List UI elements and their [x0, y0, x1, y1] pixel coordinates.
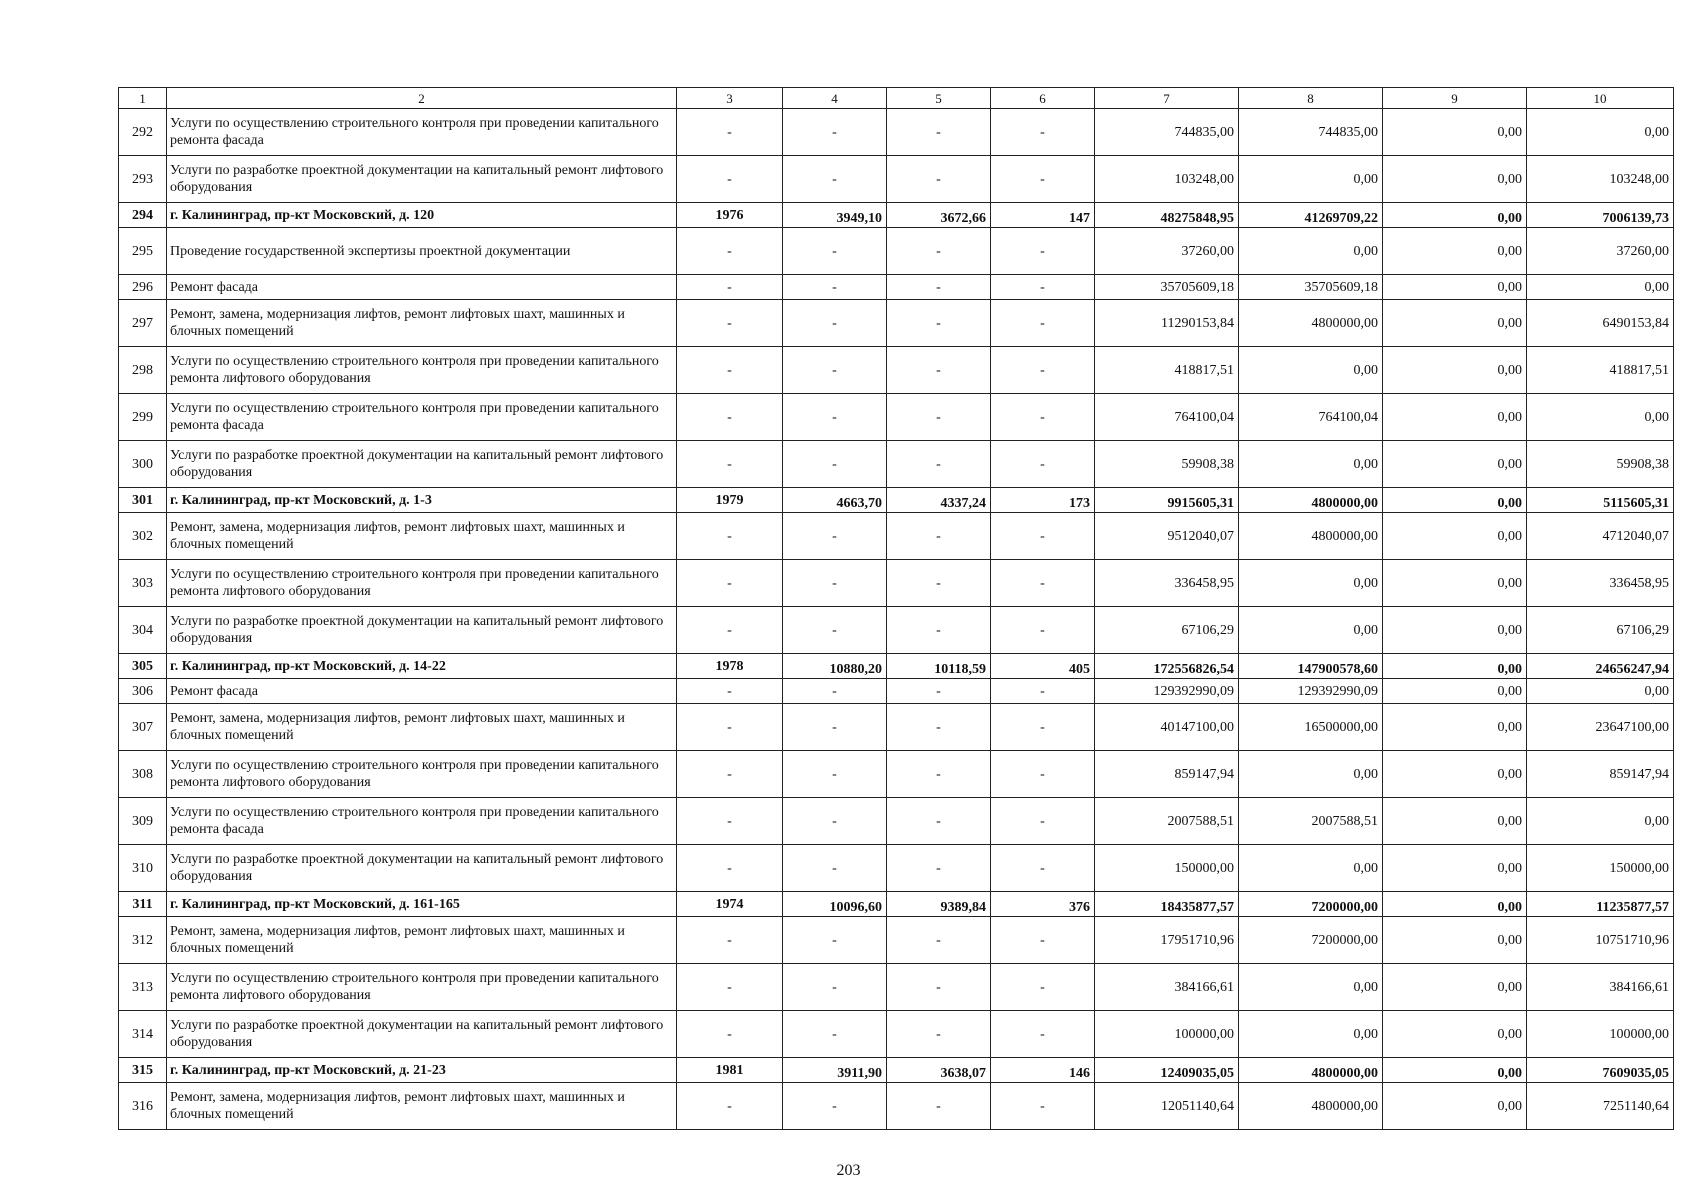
- value-cell-col8: 4800000,00: [1239, 1058, 1383, 1083]
- table-row-address: [119, 654, 1674, 679]
- value-cell-col6: 147: [991, 203, 1095, 228]
- value-cell-col10: 0,00: [1527, 275, 1674, 300]
- value-cell-col8: 2007588,51: [1239, 798, 1383, 845]
- value-cell-col7: 103248,00: [1095, 156, 1239, 203]
- value-cell-col8: 0,00: [1239, 751, 1383, 798]
- page-number: 203: [836, 1162, 861, 1179]
- value-cell-col9: 0,00: [1383, 488, 1527, 513]
- value-cell-col4: -: [783, 275, 887, 300]
- work-name-cell: Ремонт фасада: [167, 679, 677, 704]
- table-row: [119, 751, 1674, 798]
- value-cell-col4: -: [783, 560, 887, 607]
- table-row: [119, 704, 1674, 751]
- value-cell-col4: -: [783, 607, 887, 654]
- work-name-cell: Ремонт, замена, модернизация лифтов, ремонт лифтовых шахт, машинных и блочных помещений: [167, 513, 677, 560]
- table-row: [119, 560, 1674, 607]
- value-cell-col5: -: [887, 275, 991, 300]
- value-cell-col6: 173: [991, 488, 1095, 513]
- value-cell-col10: 0,00: [1527, 679, 1674, 704]
- header-cell: 4: [783, 88, 887, 109]
- value-cell-col9: 0,00: [1383, 1083, 1527, 1130]
- work-name-cell: Услуги по осуществлению строительного контроля при проведении капитального ремонта фасада: [167, 394, 677, 441]
- value-cell-col10: 24656247,94: [1527, 654, 1674, 679]
- document-sheet: [118, 87, 1674, 1130]
- value-cell-col5: -: [887, 1011, 991, 1058]
- value-cell-col3: -: [677, 275, 783, 300]
- row-number-cell: 312: [119, 917, 167, 964]
- value-cell-col7: 59908,38: [1095, 441, 1239, 488]
- value-cell-col3: -: [677, 1083, 783, 1130]
- header-cell: 9: [1383, 88, 1527, 109]
- value-cell-col6: -: [991, 560, 1095, 607]
- value-cell-col8: 0,00: [1239, 156, 1383, 203]
- value-cell-col7: 129392990,09: [1095, 679, 1239, 704]
- header-cell: 10: [1527, 88, 1674, 109]
- value-cell-col5: -: [887, 964, 991, 1011]
- value-cell-col3: 1976: [677, 203, 783, 228]
- row-number-cell: 313: [119, 964, 167, 1011]
- value-cell-col3: -: [677, 798, 783, 845]
- value-cell-col3: -: [677, 1011, 783, 1058]
- value-cell-col10: 103248,00: [1527, 156, 1674, 203]
- value-cell-col5: -: [887, 394, 991, 441]
- value-cell-col10: 10751710,96: [1527, 917, 1674, 964]
- value-cell-col3: -: [677, 679, 783, 704]
- value-cell-col6: -: [991, 109, 1095, 156]
- value-cell-col3: -: [677, 845, 783, 892]
- value-cell-col3: -: [677, 441, 783, 488]
- work-name-cell: Услуги по осуществлению строительного контроля при проведении капитального ремонта фасада: [167, 109, 677, 156]
- value-cell-col4: -: [783, 156, 887, 203]
- value-cell-col4: 10880,20: [783, 654, 887, 679]
- value-cell-col4: -: [783, 300, 887, 347]
- value-cell-col8: 7200000,00: [1239, 917, 1383, 964]
- row-number-cell: 308: [119, 751, 167, 798]
- row-number-cell: 307: [119, 704, 167, 751]
- value-cell-col5: 9389,84: [887, 892, 991, 917]
- value-cell-col3: -: [677, 109, 783, 156]
- work-name-cell: г. Калининград, пр-кт Московский, д. 21-23: [167, 1058, 677, 1083]
- value-cell-col7: 48275848,95: [1095, 203, 1239, 228]
- row-number-cell: 295: [119, 228, 167, 275]
- work-name-cell: Ремонт, замена, модернизация лифтов, ремонт лифтовых шахт, машинных и блочных помещений: [167, 704, 677, 751]
- value-cell-col10: 11235877,57: [1527, 892, 1674, 917]
- value-cell-col6: -: [991, 845, 1095, 892]
- row-number-cell: 302: [119, 513, 167, 560]
- value-cell-col5: -: [887, 156, 991, 203]
- value-cell-col10: 0,00: [1527, 109, 1674, 156]
- value-cell-col3: -: [677, 560, 783, 607]
- value-cell-col4: -: [783, 1083, 887, 1130]
- value-cell-col9: 0,00: [1383, 109, 1527, 156]
- work-name-cell: Услуги по разработке проектной документации на капитальный ремонт лифтового оборудования: [167, 441, 677, 488]
- value-cell-col3: -: [677, 156, 783, 203]
- value-cell-col5: -: [887, 1083, 991, 1130]
- value-cell-col5: -: [887, 704, 991, 751]
- value-cell-col7: 336458,95: [1095, 560, 1239, 607]
- value-cell-col7: 2007588,51: [1095, 798, 1239, 845]
- value-cell-col3: -: [677, 228, 783, 275]
- header-cell: 6: [991, 88, 1095, 109]
- value-cell-col5: -: [887, 917, 991, 964]
- value-cell-col3: 1981: [677, 1058, 783, 1083]
- value-cell-col7: 12409035,05: [1095, 1058, 1239, 1083]
- row-number-cell: 294: [119, 203, 167, 228]
- value-cell-col6: -: [991, 156, 1095, 203]
- row-number-cell: 298: [119, 347, 167, 394]
- value-cell-col5: -: [887, 607, 991, 654]
- value-cell-col6: -: [991, 513, 1095, 560]
- value-cell-col3: -: [677, 917, 783, 964]
- value-cell-col4: -: [783, 798, 887, 845]
- value-cell-col4: -: [783, 679, 887, 704]
- value-cell-col4: -: [783, 228, 887, 275]
- value-cell-col4: -: [783, 109, 887, 156]
- value-cell-col4: -: [783, 394, 887, 441]
- work-name-cell: Ремонт, замена, модернизация лифтов, ремонт лифтовых шахт, машинных и блочных помещений: [167, 1083, 677, 1130]
- value-cell-col9: 0,00: [1383, 679, 1527, 704]
- table-row: [119, 441, 1674, 488]
- header-cell: 2: [167, 88, 677, 109]
- value-cell-col7: 764100,04: [1095, 394, 1239, 441]
- row-number-cell: 314: [119, 1011, 167, 1058]
- value-cell-col4: -: [783, 845, 887, 892]
- value-cell-col8: 129392990,09: [1239, 679, 1383, 704]
- work-name-cell: г. Калининград, пр-кт Московский, д. 161-165: [167, 892, 677, 917]
- value-cell-col9: 0,00: [1383, 1011, 1527, 1058]
- work-name-cell: Ремонт, замена, модернизация лифтов, ремонт лифтовых шахт, машинных и блочных помещений: [167, 917, 677, 964]
- work-name-cell: Проведение государственной экспертизы проектной документации: [167, 228, 677, 275]
- value-cell-col4: -: [783, 1011, 887, 1058]
- value-cell-col5: -: [887, 347, 991, 394]
- value-cell-col9: 0,00: [1383, 607, 1527, 654]
- value-cell-col4: 3911,90: [783, 1058, 887, 1083]
- value-cell-col5: -: [887, 228, 991, 275]
- value-cell-col10: 150000,00: [1527, 845, 1674, 892]
- value-cell-col9: 0,00: [1383, 441, 1527, 488]
- value-cell-col8: 16500000,00: [1239, 704, 1383, 751]
- value-cell-col6: -: [991, 1011, 1095, 1058]
- value-cell-col10: 7006139,73: [1527, 203, 1674, 228]
- value-cell-col9: 0,00: [1383, 798, 1527, 845]
- value-cell-col9: 0,00: [1383, 347, 1527, 394]
- row-number-cell: 315: [119, 1058, 167, 1083]
- value-cell-col9: 0,00: [1383, 275, 1527, 300]
- row-number-cell: 297: [119, 300, 167, 347]
- value-cell-col6: -: [991, 1083, 1095, 1130]
- value-cell-col8: 0,00: [1239, 347, 1383, 394]
- value-cell-col6: -: [991, 275, 1095, 300]
- value-cell-col8: 0,00: [1239, 441, 1383, 488]
- value-cell-col10: 100000,00: [1527, 1011, 1674, 1058]
- value-cell-col9: 0,00: [1383, 394, 1527, 441]
- value-cell-col9: 0,00: [1383, 156, 1527, 203]
- value-cell-col7: 172556826,54: [1095, 654, 1239, 679]
- work-name-cell: Услуги по осуществлению строительного контроля при проведении капитального ремонта лифтового оборудования: [167, 560, 677, 607]
- work-name-cell: Ремонт фасада: [167, 275, 677, 300]
- value-cell-col9: 0,00: [1383, 300, 1527, 347]
- value-cell-col8: 0,00: [1239, 964, 1383, 1011]
- row-number-cell: 305: [119, 654, 167, 679]
- value-cell-col9: 0,00: [1383, 228, 1527, 275]
- value-cell-col10: 7609035,05: [1527, 1058, 1674, 1083]
- value-cell-col4: 10096,60: [783, 892, 887, 917]
- value-cell-col3: -: [677, 347, 783, 394]
- value-cell-col8: 41269709,22: [1239, 203, 1383, 228]
- value-cell-col10: 859147,94: [1527, 751, 1674, 798]
- work-name-cell: Услуги по разработке проектной документации на капитальный ремонт лифтового оборудования: [167, 607, 677, 654]
- value-cell-col6: -: [991, 607, 1095, 654]
- value-cell-col6: -: [991, 679, 1095, 704]
- value-cell-col5: -: [887, 300, 991, 347]
- table-row: [119, 1083, 1674, 1130]
- row-number-cell: 296: [119, 275, 167, 300]
- header-cell: 7: [1095, 88, 1239, 109]
- value-cell-col6: -: [991, 798, 1095, 845]
- value-cell-col9: 0,00: [1383, 917, 1527, 964]
- row-number-cell: 311: [119, 892, 167, 917]
- value-cell-col4: -: [783, 917, 887, 964]
- value-cell-col4: -: [783, 513, 887, 560]
- value-cell-col7: 40147100,00: [1095, 704, 1239, 751]
- row-number-cell: 303: [119, 560, 167, 607]
- value-cell-col10: 37260,00: [1527, 228, 1674, 275]
- value-cell-col10: 384166,61: [1527, 964, 1674, 1011]
- column-number-header: [119, 88, 1674, 109]
- value-cell-col7: 37260,00: [1095, 228, 1239, 275]
- row-number-cell: 299: [119, 394, 167, 441]
- value-cell-col10: 418817,51: [1527, 347, 1674, 394]
- work-name-cell: Услуги по разработке проектной документации на капитальный ремонт лифтового оборудования: [167, 1011, 677, 1058]
- table-row: [119, 513, 1674, 560]
- value-cell-col7: 418817,51: [1095, 347, 1239, 394]
- row-number-cell: 293: [119, 156, 167, 203]
- value-cell-col7: 17951710,96: [1095, 917, 1239, 964]
- value-cell-col10: 7251140,64: [1527, 1083, 1674, 1130]
- value-cell-col7: 12051140,64: [1095, 1083, 1239, 1130]
- work-name-cell: г. Калининград, пр-кт Московский, д. 14-22: [167, 654, 677, 679]
- table-row: [119, 1011, 1674, 1058]
- value-cell-col3: -: [677, 704, 783, 751]
- value-cell-col5: 4337,24: [887, 488, 991, 513]
- value-cell-col3: 1974: [677, 892, 783, 917]
- value-cell-col8: 4800000,00: [1239, 488, 1383, 513]
- value-cell-col9: 0,00: [1383, 203, 1527, 228]
- value-cell-col5: -: [887, 751, 991, 798]
- value-cell-col6: -: [991, 228, 1095, 275]
- value-cell-col9: 0,00: [1383, 513, 1527, 560]
- value-cell-col8: 744835,00: [1239, 109, 1383, 156]
- work-name-cell: Услуги по осуществлению строительного контроля при проведении капитального ремонта фасада: [167, 798, 677, 845]
- value-cell-col8: 147900578,60: [1239, 654, 1383, 679]
- value-cell-col8: 764100,04: [1239, 394, 1383, 441]
- value-cell-col10: 23647100,00: [1527, 704, 1674, 751]
- value-cell-col5: -: [887, 679, 991, 704]
- value-cell-col4: -: [783, 751, 887, 798]
- table-row: [119, 109, 1674, 156]
- value-cell-col5: -: [887, 560, 991, 607]
- value-cell-col6: -: [991, 917, 1095, 964]
- header-cell: 3: [677, 88, 783, 109]
- value-cell-col5: -: [887, 109, 991, 156]
- value-cell-col3: -: [677, 964, 783, 1011]
- value-cell-col6: -: [991, 441, 1095, 488]
- capital-repair-table: [118, 87, 1674, 1130]
- value-cell-col9: 0,00: [1383, 845, 1527, 892]
- value-cell-col8: 7200000,00: [1239, 892, 1383, 917]
- work-name-cell: Услуги по осуществлению строительного контроля при проведении капитального ремонта лифтового оборудования: [167, 347, 677, 394]
- value-cell-col3: -: [677, 751, 783, 798]
- row-number-cell: 292: [119, 109, 167, 156]
- value-cell-col7: 9915605,31: [1095, 488, 1239, 513]
- header-cell: 5: [887, 88, 991, 109]
- work-name-cell: Услуги по разработке проектной документации на капитальный ремонт лифтового оборудования: [167, 156, 677, 203]
- row-number-cell: 300: [119, 441, 167, 488]
- value-cell-col5: 3672,66: [887, 203, 991, 228]
- value-cell-col9: 0,00: [1383, 560, 1527, 607]
- value-cell-col3: -: [677, 300, 783, 347]
- value-cell-col5: 3638,07: [887, 1058, 991, 1083]
- row-number-cell: 301: [119, 488, 167, 513]
- row-number-cell: 310: [119, 845, 167, 892]
- value-cell-col3: 1978: [677, 654, 783, 679]
- table-row: [119, 917, 1674, 964]
- value-cell-col10: 336458,95: [1527, 560, 1674, 607]
- value-cell-col6: 146: [991, 1058, 1095, 1083]
- table-row: [119, 845, 1674, 892]
- work-name-cell: г. Калининград, пр-кт Московский, д. 1-3: [167, 488, 677, 513]
- value-cell-col3: -: [677, 394, 783, 441]
- table-body: [119, 109, 1674, 1130]
- value-cell-col4: -: [783, 964, 887, 1011]
- value-cell-col10: 5115605,31: [1527, 488, 1674, 513]
- value-cell-col5: -: [887, 798, 991, 845]
- row-number-cell: 306: [119, 679, 167, 704]
- table-row: [119, 228, 1674, 275]
- value-cell-col7: 859147,94: [1095, 751, 1239, 798]
- value-cell-col8: 0,00: [1239, 228, 1383, 275]
- value-cell-col10: 0,00: [1527, 798, 1674, 845]
- work-name-cell: Услуги по осуществлению строительного контроля при проведении капитального ремонта лифтового оборудования: [167, 964, 677, 1011]
- value-cell-col10: 4712040,07: [1527, 513, 1674, 560]
- value-cell-col4: -: [783, 704, 887, 751]
- value-cell-col6: -: [991, 300, 1095, 347]
- value-cell-col7: 384166,61: [1095, 964, 1239, 1011]
- table-row: [119, 275, 1674, 300]
- value-cell-col3: 1979: [677, 488, 783, 513]
- row-number-cell: 316: [119, 1083, 167, 1130]
- value-cell-col8: 4800000,00: [1239, 513, 1383, 560]
- value-cell-col10: 0,00: [1527, 394, 1674, 441]
- value-cell-col6: -: [991, 704, 1095, 751]
- value-cell-col7: 18435877,57: [1095, 892, 1239, 917]
- value-cell-col5: -: [887, 441, 991, 488]
- value-cell-col3: -: [677, 513, 783, 560]
- value-cell-col6: 376: [991, 892, 1095, 917]
- work-name-cell: Услуги по разработке проектной документации на капитальный ремонт лифтового оборудования: [167, 845, 677, 892]
- work-name-cell: г. Калининград, пр-кт Московский, д. 120: [167, 203, 677, 228]
- table-row: [119, 798, 1674, 845]
- value-cell-col6: -: [991, 964, 1095, 1011]
- value-cell-col7: 35705609,18: [1095, 275, 1239, 300]
- header-cell: 8: [1239, 88, 1383, 109]
- row-number-cell: 309: [119, 798, 167, 845]
- value-cell-col6: -: [991, 347, 1095, 394]
- value-cell-col4: 4663,70: [783, 488, 887, 513]
- value-cell-col5: 10118,59: [887, 654, 991, 679]
- value-cell-col7: 11290153,84: [1095, 300, 1239, 347]
- value-cell-col7: 744835,00: [1095, 109, 1239, 156]
- value-cell-col7: 100000,00: [1095, 1011, 1239, 1058]
- value-cell-col4: 3949,10: [783, 203, 887, 228]
- value-cell-col10: 6490153,84: [1527, 300, 1674, 347]
- value-cell-col6: -: [991, 751, 1095, 798]
- value-cell-col8: 0,00: [1239, 607, 1383, 654]
- table-row: [119, 347, 1674, 394]
- value-cell-col8: 0,00: [1239, 1011, 1383, 1058]
- value-cell-col10: 59908,38: [1527, 441, 1674, 488]
- value-cell-col9: 0,00: [1383, 751, 1527, 798]
- value-cell-col5: -: [887, 845, 991, 892]
- value-cell-col5: -: [887, 513, 991, 560]
- value-cell-col8: 4800000,00: [1239, 1083, 1383, 1130]
- table-row: [119, 964, 1674, 1011]
- value-cell-col10: 67106,29: [1527, 607, 1674, 654]
- value-cell-col7: 150000,00: [1095, 845, 1239, 892]
- value-cell-col9: 0,00: [1383, 1058, 1527, 1083]
- table-row-address: [119, 203, 1674, 228]
- value-cell-col9: 0,00: [1383, 704, 1527, 751]
- table-row: [119, 300, 1674, 347]
- value-cell-col9: 0,00: [1383, 654, 1527, 679]
- table-row: [119, 679, 1674, 704]
- value-cell-col4: -: [783, 441, 887, 488]
- table-row-address: [119, 488, 1674, 513]
- value-cell-col6: -: [991, 394, 1095, 441]
- value-cell-col6: 405: [991, 654, 1095, 679]
- value-cell-col3: -: [677, 607, 783, 654]
- value-cell-col7: 9512040,07: [1095, 513, 1239, 560]
- table-row-address: [119, 1058, 1674, 1083]
- value-cell-col4: -: [783, 347, 887, 394]
- table-row: [119, 394, 1674, 441]
- table-row: [119, 607, 1674, 654]
- work-name-cell: Услуги по осуществлению строительного контроля при проведении капитального ремонта лифтового оборудования: [167, 751, 677, 798]
- table-row: [119, 156, 1674, 203]
- value-cell-col9: 0,00: [1383, 964, 1527, 1011]
- value-cell-col7: 67106,29: [1095, 607, 1239, 654]
- row-number-cell: 304: [119, 607, 167, 654]
- work-name-cell: Ремонт, замена, модернизация лифтов, ремонт лифтовых шахт, машинных и блочных помещений: [167, 300, 677, 347]
- header-cell: 1: [119, 88, 167, 109]
- value-cell-col8: 0,00: [1239, 560, 1383, 607]
- value-cell-col8: 4800000,00: [1239, 300, 1383, 347]
- value-cell-col9: 0,00: [1383, 892, 1527, 917]
- table-row-address: [119, 892, 1674, 917]
- value-cell-col8: 0,00: [1239, 845, 1383, 892]
- value-cell-col8: 35705609,18: [1239, 275, 1383, 300]
